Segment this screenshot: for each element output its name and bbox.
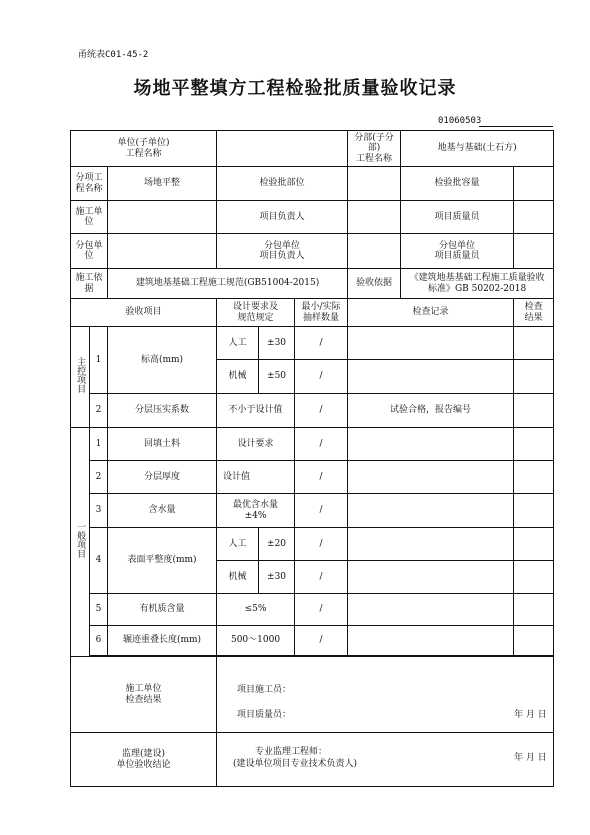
general-item-5-value: ≤5%	[217, 594, 295, 626]
main-item-2-sample[interactable]: /	[295, 394, 348, 428]
general-item-4b-value: ±30	[259, 561, 295, 594]
header-row-construct	[71, 201, 554, 234]
general-item-5-name: 有机质含量	[108, 594, 217, 626]
acceptance-basis-value: 《建筑地基基础工程施工质量验收 标准》GB 50202-2018	[401, 269, 554, 299]
form-code: 甬统表C01-45-2	[78, 50, 149, 60]
general-item-3-name: 含水量	[108, 494, 217, 528]
batch-part-label: 检验批部位	[217, 167, 348, 201]
supervisor-note: (建设单位项目专业技术负责人)	[233, 759, 358, 769]
general-item-3-record[interactable]	[348, 494, 514, 528]
sub-unit-value[interactable]	[108, 234, 217, 269]
main-item-2-no: 2	[90, 394, 108, 428]
supervise-date: 年 月 日	[514, 753, 547, 763]
general-item-5-no: 5	[90, 594, 108, 626]
main-item-1-no: 1	[90, 327, 108, 394]
general-item-2-row	[71, 461, 554, 494]
general-item-1-value: 设计要求	[217, 428, 295, 461]
general-item-2-record[interactable]	[348, 461, 514, 494]
main-item-1a-record[interactable]	[348, 327, 514, 360]
construct-check-area[interactable]	[217, 657, 554, 733]
sub-unit-label: 分包单位	[71, 234, 108, 269]
sub-manager-label: 分包单位 项目负责人	[217, 234, 348, 269]
main-item-1a-value: ±30	[259, 327, 295, 360]
general-item-2-value: 设计值	[217, 461, 295, 494]
general-item-3-value: 最优含水量 ±4%	[217, 494, 295, 528]
col-min-sample: 最小/实际 抽样数量	[295, 299, 348, 327]
col-acceptance-item: 验收项目	[71, 299, 217, 327]
division-project-label: 分部(子分部) 工程名称	[348, 131, 401, 167]
batch-capacity-value[interactable]	[514, 167, 554, 201]
general-item-4b-method: 机械	[217, 561, 259, 594]
batch-capacity-label: 检验批容量	[401, 167, 514, 201]
general-item-6-name: 辗迹重叠长度(mm)	[108, 626, 217, 656]
main-item-1a-sample[interactable]: /	[295, 327, 348, 360]
general-item-3-no: 3	[90, 494, 108, 528]
batch-part-value[interactable]	[348, 167, 401, 201]
supervise-label: 监理(建设) 单位验收结论	[71, 733, 217, 787]
inspection-record-table	[70, 130, 554, 787]
project-quality-label: 项目质量员	[401, 201, 514, 234]
main-item-1a-result[interactable]	[514, 327, 554, 360]
general-item-4a-row	[71, 528, 554, 561]
general-item-4a-sample[interactable]: /	[295, 528, 348, 561]
main-control-label: 主控项目	[71, 327, 90, 428]
construct-unit-label: 施工单位	[71, 201, 108, 234]
general-item-2-name: 分层厚度	[108, 461, 217, 494]
project-manager-value[interactable]	[348, 201, 401, 234]
col-check-record: 检查记录	[348, 299, 514, 327]
general-item-1-row	[71, 428, 554, 461]
general-item-6-record[interactable]	[348, 626, 514, 656]
general-item-4-no: 4	[90, 528, 108, 594]
unit-project-value[interactable]	[217, 131, 348, 167]
general-item-4b-result[interactable]	[514, 561, 554, 594]
main-item-1-name: 标高(mm)	[108, 327, 217, 394]
general-item-6-sample[interactable]: /	[295, 626, 348, 656]
document-number-underline	[479, 126, 553, 127]
construct-unit-value[interactable]	[108, 201, 217, 234]
general-item-1-record[interactable]	[348, 428, 514, 461]
construct-check-label: 施工单位 检查结果	[71, 657, 217, 733]
general-item-3-row	[71, 494, 554, 528]
sub-manager-value[interactable]	[348, 234, 401, 269]
general-item-4a-result[interactable]	[514, 528, 554, 561]
supervise-row	[71, 733, 554, 787]
general-item-2-sample[interactable]: /	[295, 461, 348, 494]
item-project-value[interactable]: 场地平整	[108, 167, 217, 201]
general-item-6-result[interactable]	[514, 626, 554, 656]
general-item-3-sample[interactable]: /	[295, 494, 348, 528]
general-item-4-name: 表面平整度(mm)	[108, 528, 217, 594]
header-row-unit	[71, 131, 554, 167]
general-item-1-name: 回填土料	[108, 428, 217, 461]
sub-quality-value[interactable]	[514, 234, 554, 269]
col-check-result: 检查 结果	[514, 299, 554, 327]
construct-quality-label: 项目质量员：	[237, 710, 292, 720]
general-item-1-result[interactable]	[514, 428, 554, 461]
supervise-area[interactable]	[217, 733, 554, 787]
construction-basis-value: 建筑地基基础工程施工规范(GB51004-2015)	[108, 269, 348, 299]
construct-check-row	[71, 657, 554, 733]
general-item-2-result[interactable]	[514, 461, 554, 494]
general-item-6-value: 500～1000	[217, 626, 295, 656]
main-item-1a-row	[71, 327, 554, 360]
col-design-requirement: 设计要求及 规范规定	[217, 299, 295, 327]
general-item-5-result[interactable]	[514, 594, 554, 626]
main-item-1b-record[interactable]	[348, 360, 514, 394]
general-item-2-no: 2	[90, 461, 108, 494]
main-item-1b-value: ±50	[259, 360, 295, 394]
project-quality-value[interactable]	[514, 201, 554, 234]
construct-date: 年 月 日	[514, 710, 547, 720]
general-item-4a-value: ±20	[259, 528, 295, 561]
general-item-6-row	[71, 626, 554, 656]
general-item-5-sample[interactable]: /	[295, 594, 348, 626]
general-item-4b-sample[interactable]: /	[295, 561, 348, 594]
main-item-2-name: 分层压实系数	[108, 394, 217, 428]
main-item-1b-method: 机械	[217, 360, 259, 394]
general-item-1-sample[interactable]: /	[295, 428, 348, 461]
sub-quality-label: 分包单位 项目质量员	[401, 234, 514, 269]
unit-project-label: 单位(子单位) 工程名称	[71, 131, 217, 167]
construct-staff-label: 项目施工员：	[237, 685, 292, 695]
header-row-subcontract	[71, 234, 554, 269]
item-project-label: 分项工程名称	[71, 167, 108, 201]
main-item-1a-method: 人工	[217, 327, 259, 360]
general-item-4b-record[interactable]	[348, 561, 514, 594]
document-number: 01060503	[438, 116, 482, 126]
general-item-4a-method: 人工	[217, 528, 259, 561]
main-item-1b-result[interactable]	[514, 360, 554, 394]
general-item-6-no: 6	[90, 626, 108, 656]
general-item-3-result[interactable]	[514, 494, 554, 528]
main-item-2-row	[71, 394, 554, 428]
division-project-value[interactable]: 地基与基础(土石方)	[401, 131, 554, 167]
supervisor-label: 专业监理工程师：	[255, 747, 328, 757]
header-row-basis	[71, 269, 554, 299]
general-item-1-no: 1	[90, 428, 108, 461]
general-item-5-row	[71, 594, 554, 626]
page-title: 场地平整填方工程检验批质量验收记录	[133, 78, 457, 99]
main-item-2-result[interactable]	[514, 394, 554, 428]
header-row-item	[71, 167, 554, 201]
main-item-1b-sample[interactable]: /	[295, 360, 348, 394]
project-manager-label: 项目负责人	[217, 201, 348, 234]
acceptance-basis-label: 验收依据	[348, 269, 401, 299]
main-item-2-value: 不小于设计值	[217, 394, 295, 428]
general-items-label: 一般项目	[71, 428, 90, 657]
general-item-4a-record[interactable]	[348, 528, 514, 561]
general-item-5-record[interactable]	[348, 594, 514, 626]
construction-basis-label: 施工依据	[71, 269, 108, 299]
column-header-row	[71, 299, 554, 327]
main-item-2-record[interactable]: 试验合格，报告编号	[348, 394, 514, 428]
